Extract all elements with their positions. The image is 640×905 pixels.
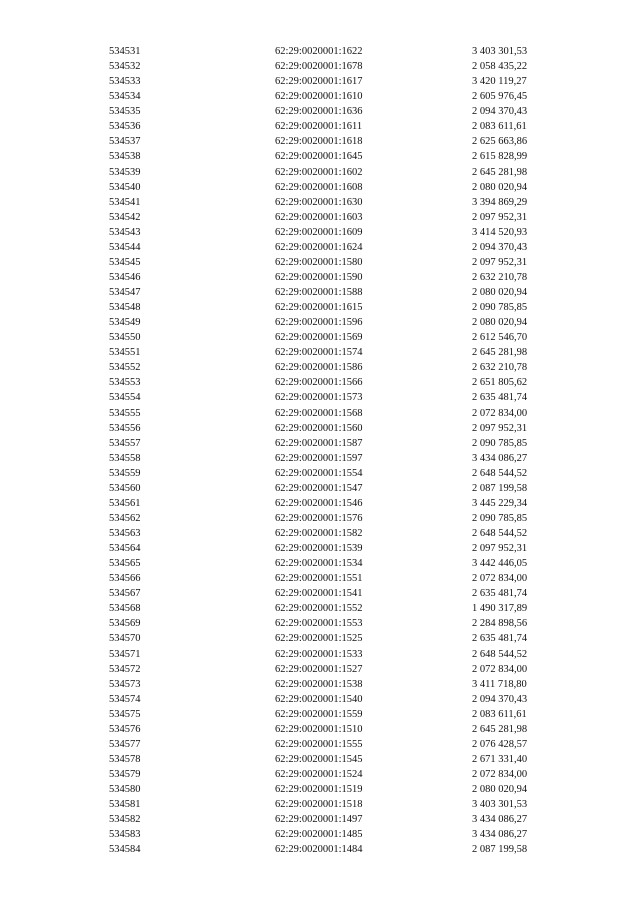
- cadastral-number: 62:29:0020001:1553: [275, 618, 363, 630]
- cadastral-number: 62:29:0020001:1618: [275, 136, 363, 148]
- table-row: [0, 677, 640, 692]
- cadastral-value: 3 445 229,34: [472, 497, 528, 509]
- table-row: [0, 707, 640, 722]
- cadastral-value: 2 094 370,43: [472, 241, 528, 253]
- row-number: 534531: [109, 46, 141, 57]
- row-number: 534569: [109, 618, 141, 630]
- row-number: 534533: [109, 76, 141, 88]
- row-number: 534535: [109, 106, 141, 118]
- table-row: [0, 149, 640, 164]
- cadastral-value: 2 072 834,00: [472, 573, 528, 585]
- row-number: 534540: [109, 181, 141, 193]
- table-row: [0, 180, 640, 195]
- row-number: 534573: [109, 678, 141, 690]
- cadastral-number: 62:29:0020001:1645: [275, 151, 363, 163]
- row-number: 534563: [109, 528, 141, 539]
- cadastral-number: 62:29:0020001:1546: [275, 497, 363, 509]
- table-row: [0, 616, 640, 631]
- document-table: [0, 44, 640, 857]
- cadastral-value: 2 058 435,22: [472, 61, 528, 73]
- table-row: [0, 375, 640, 390]
- cadastral-value: 2 632 210,78: [472, 362, 528, 374]
- row-number: 534572: [109, 663, 141, 675]
- row-number: 534580: [109, 784, 141, 796]
- table-row: [0, 692, 640, 707]
- cadastral-value: 2 080 020,94: [472, 181, 528, 193]
- cadastral-number: 62:29:0020001:1568: [275, 407, 363, 419]
- row-number: 534546: [109, 271, 141, 283]
- row-number: 534556: [109, 422, 141, 434]
- table-row: [0, 662, 640, 677]
- cadastral-value: 1 490 317,89: [472, 603, 528, 615]
- cadastral-value: 3 434 086,27: [472, 829, 528, 841]
- table-row: [0, 631, 640, 646]
- row-number: 534537: [109, 136, 141, 148]
- row-number: 534545: [109, 256, 141, 268]
- cadastral-number: 62:29:0020001:1534: [275, 558, 363, 570]
- cadastral-number: 62:29:0020001:1622: [275, 46, 363, 57]
- cadastral-value: 2 612 546,70: [472, 332, 528, 344]
- table-row: [0, 195, 640, 210]
- row-number: 534549: [109, 317, 141, 329]
- row-number: 534583: [109, 829, 141, 841]
- cadastral-value: 2 090 785,85: [472, 512, 528, 524]
- cadastral-number: 62:29:0020001:1524: [275, 769, 363, 780]
- table-row: [0, 330, 640, 345]
- row-number: 534566: [109, 573, 141, 585]
- cadastral-value: 2 076 428,57: [472, 738, 528, 750]
- cadastral-value: 2 671 331,40: [472, 753, 528, 765]
- row-number: 534565: [109, 558, 141, 570]
- table-row: [0, 436, 640, 451]
- cadastral-value: 2 080 020,94: [472, 784, 528, 796]
- cadastral-number: 62:29:0020001:1566: [275, 377, 363, 389]
- cadastral-number: 62:29:0020001:1484: [275, 844, 363, 856]
- cadastral-value: 2 072 834,00: [472, 769, 528, 780]
- cadastral-number: 62:29:0020001:1547: [275, 482, 363, 494]
- row-number: 534579: [109, 769, 141, 780]
- cadastral-number: 62:29:0020001:1554: [275, 467, 363, 479]
- cadastral-value: 2 645 281,98: [472, 166, 528, 178]
- table-row: [0, 827, 640, 842]
- table-row: [0, 812, 640, 827]
- row-number: 534534: [109, 91, 141, 103]
- table-row: [0, 104, 640, 119]
- cadastral-number: 62:29:0020001:1545: [275, 753, 363, 765]
- row-number: 534532: [109, 61, 141, 73]
- row-number: 534559: [109, 467, 141, 479]
- row-number: 534539: [109, 166, 141, 178]
- cadastral-number: 62:29:0020001:1539: [275, 543, 363, 555]
- cadastral-number: 62:29:0020001:1552: [275, 603, 363, 615]
- table-row: [0, 165, 640, 180]
- row-number: 534554: [109, 392, 141, 404]
- cadastral-value: 2 080 020,94: [472, 287, 528, 298]
- cadastral-number: 62:29:0020001:1540: [275, 693, 363, 705]
- cadastral-number: 62:29:0020001:1617: [275, 76, 363, 88]
- cadastral-value: 3 442 446,05: [472, 558, 528, 570]
- row-number: 534555: [109, 407, 141, 419]
- cadastral-number: 62:29:0020001:1603: [275, 211, 363, 223]
- table-row: [0, 59, 640, 74]
- cadastral-number: 62:29:0020001:1630: [275, 196, 363, 208]
- cadastral-number: 62:29:0020001:1560: [275, 422, 363, 434]
- row-number: 534536: [109, 121, 141, 133]
- cadastral-value: 2 083 611,61: [472, 121, 527, 133]
- cadastral-number: 62:29:0020001:1533: [275, 648, 363, 660]
- cadastral-value: 2 087 199,58: [472, 482, 528, 494]
- table-row: [0, 134, 640, 149]
- row-number: 534543: [109, 226, 141, 238]
- table-row: [0, 586, 640, 601]
- row-number: 534550: [109, 332, 141, 344]
- cadastral-number: 62:29:0020001:1602: [275, 166, 363, 178]
- table-row: [0, 511, 640, 526]
- table-row: [0, 74, 640, 89]
- row-number: 534582: [109, 814, 141, 826]
- cadastral-number: 62:29:0020001:1596: [275, 317, 363, 329]
- row-number: 534581: [109, 799, 141, 811]
- cadastral-value: 2 090 785,85: [472, 437, 528, 449]
- table-row: [0, 797, 640, 812]
- cadastral-value: 2 072 834,00: [472, 407, 528, 419]
- table-row: [0, 556, 640, 571]
- row-number: 534584: [109, 844, 141, 856]
- cadastral-value: 3 414 520,93: [472, 226, 528, 238]
- table-row: [0, 722, 640, 737]
- table-row: [0, 360, 640, 375]
- table-row: [0, 225, 640, 240]
- cadastral-value: 3 403 301,53: [472, 46, 528, 57]
- cadastral-number: 62:29:0020001:1569: [275, 332, 363, 344]
- cadastral-value: 2 651 805,62: [472, 377, 528, 389]
- row-number: 534570: [109, 633, 141, 645]
- cadastral-value: 2 625 663,86: [472, 136, 528, 148]
- table-row: [0, 451, 640, 466]
- row-number: 534547: [109, 287, 141, 298]
- table-row: [0, 782, 640, 797]
- table-row: [0, 210, 640, 225]
- cadastral-number: 62:29:0020001:1538: [275, 678, 363, 690]
- cadastral-number: 62:29:0020001:1541: [275, 588, 363, 600]
- row-number: 534571: [109, 648, 141, 660]
- cadastral-number: 62:29:0020001:1580: [275, 256, 363, 268]
- cadastral-number: 62:29:0020001:1518: [275, 799, 363, 811]
- table-row: [0, 270, 640, 285]
- row-number: 534557: [109, 437, 141, 449]
- cadastral-value: 2 094 370,43: [472, 106, 528, 118]
- cadastral-value: 2 635 481,74: [472, 633, 528, 645]
- cadastral-value: 3 394 869,29: [472, 196, 528, 208]
- cadastral-value: 2 094 370,43: [472, 693, 528, 705]
- cadastral-value: 2 635 481,74: [472, 392, 528, 404]
- cadastral-number: 62:29:0020001:1527: [275, 663, 363, 675]
- cadastral-number: 62:29:0020001:1624: [275, 241, 363, 253]
- table-row: [0, 647, 640, 662]
- cadastral-number: 62:29:0020001:1678: [275, 61, 363, 73]
- table-row: [0, 300, 640, 315]
- table-row: [0, 255, 640, 270]
- table-row: [0, 481, 640, 496]
- cadastral-value: 2 648 544,52: [472, 528, 528, 539]
- table-row: [0, 406, 640, 421]
- cadastral-value: 2 645 281,98: [472, 723, 528, 735]
- table-row: [0, 315, 640, 330]
- row-number: 534567: [109, 588, 141, 600]
- cadastral-value: 2 648 544,52: [472, 648, 528, 660]
- cadastral-value: 2 632 210,78: [472, 271, 528, 283]
- cadastral-number: 62:29:0020001:1582: [275, 528, 363, 539]
- row-number: 534551: [109, 347, 141, 359]
- table-row: [0, 240, 640, 255]
- row-number: 534562: [109, 512, 141, 524]
- row-number: 534548: [109, 302, 141, 314]
- table-row: [0, 541, 640, 556]
- row-number: 534553: [109, 377, 141, 389]
- cadastral-value: 2 097 952,31: [472, 543, 528, 555]
- table-row: [0, 390, 640, 405]
- cadastral-number: 62:29:0020001:1555: [275, 738, 363, 750]
- table-row: [0, 345, 640, 360]
- cadastral-value: 2 097 952,31: [472, 422, 528, 434]
- table-row: [0, 44, 640, 59]
- cadastral-value: 2 605 976,45: [472, 91, 528, 103]
- cadastral-value: 2 635 481,74: [472, 588, 528, 600]
- table-row: [0, 767, 640, 782]
- row-number: 534544: [109, 241, 141, 253]
- cadastral-number: 62:29:0020001:1574: [275, 347, 363, 359]
- cadastral-number: 62:29:0020001:1610: [275, 91, 363, 103]
- cadastral-value: 3 411 718,80: [472, 678, 527, 690]
- cadastral-value: 3 434 086,27: [472, 814, 528, 826]
- cadastral-value: 2 083 611,61: [472, 708, 527, 720]
- row-number: 534568: [109, 603, 141, 615]
- cadastral-number: 62:29:0020001:1636: [275, 106, 363, 118]
- table-row: [0, 285, 640, 300]
- row-number: 534541: [109, 196, 141, 208]
- cadastral-number: 62:29:0020001:1576: [275, 512, 363, 524]
- row-number: 534560: [109, 482, 141, 494]
- cadastral-number: 62:29:0020001:1608: [275, 181, 363, 193]
- cadastral-number: 62:29:0020001:1551: [275, 573, 363, 585]
- table-row: [0, 752, 640, 767]
- cadastral-number: 62:29:0020001:1510: [275, 723, 363, 735]
- cadastral-number: 62:29:0020001:1590: [275, 271, 363, 283]
- cadastral-value: 3 434 086,27: [472, 452, 528, 464]
- cadastral-value: 3 403 301,53: [472, 799, 528, 811]
- cadastral-number: 62:29:0020001:1497: [275, 814, 363, 826]
- table-row: [0, 842, 640, 857]
- table-row: [0, 89, 640, 104]
- cadastral-number: 62:29:0020001:1611: [275, 121, 363, 133]
- row-number: 534578: [109, 753, 141, 765]
- cadastral-value: 2 087 199,58: [472, 844, 528, 856]
- row-number: 534576: [109, 723, 141, 735]
- cadastral-value: 2 648 544,52: [472, 467, 528, 479]
- row-number: 534552: [109, 362, 141, 374]
- cadastral-number: 62:29:0020001:1485: [275, 829, 363, 841]
- cadastral-value: 2 645 281,98: [472, 347, 528, 359]
- cadastral-number: 62:29:0020001:1525: [275, 633, 363, 645]
- cadastral-value: 2 615 828,99: [472, 151, 528, 163]
- cadastral-number: 62:29:0020001:1519: [275, 784, 363, 796]
- row-number: 534561: [109, 497, 141, 509]
- table-row: [0, 526, 640, 541]
- cadastral-number: 62:29:0020001:1559: [275, 708, 363, 720]
- row-number: 534558: [109, 452, 141, 464]
- cadastral-number: 62:29:0020001:1586: [275, 362, 363, 374]
- table-row: [0, 571, 640, 586]
- row-number: 534542: [109, 211, 141, 223]
- cadastral-number: 62:29:0020001:1587: [275, 437, 363, 449]
- table-row: [0, 421, 640, 436]
- cadastral-value: 3 420 119,27: [472, 76, 527, 88]
- cadastral-value: 2 080 020,94: [472, 317, 528, 329]
- cadastral-value: 2 097 952,31: [472, 211, 528, 223]
- row-number: 534574: [109, 693, 141, 705]
- row-number: 534564: [109, 543, 141, 555]
- table-row: [0, 601, 640, 616]
- table-row: [0, 737, 640, 752]
- cadastral-number: 62:29:0020001:1573: [275, 392, 363, 404]
- cadastral-number: 62:29:0020001:1615: [275, 302, 363, 314]
- row-number: 534575: [109, 708, 141, 720]
- cadastral-value: 2 072 834,00: [472, 663, 528, 675]
- cadastral-number: 62:29:0020001:1609: [275, 226, 363, 238]
- cadastral-number: 62:29:0020001:1597: [275, 452, 363, 464]
- table-row: [0, 466, 640, 481]
- cadastral-value: 2 284 898,56: [472, 618, 528, 630]
- row-number: 534577: [109, 738, 141, 750]
- cadastral-value: 2 090 785,85: [472, 302, 528, 314]
- cadastral-number: 62:29:0020001:1588: [275, 287, 363, 298]
- row-number: 534538: [109, 151, 141, 163]
- table-row: [0, 496, 640, 511]
- table-row: [0, 119, 640, 134]
- cadastral-value: 2 097 952,31: [472, 256, 528, 268]
